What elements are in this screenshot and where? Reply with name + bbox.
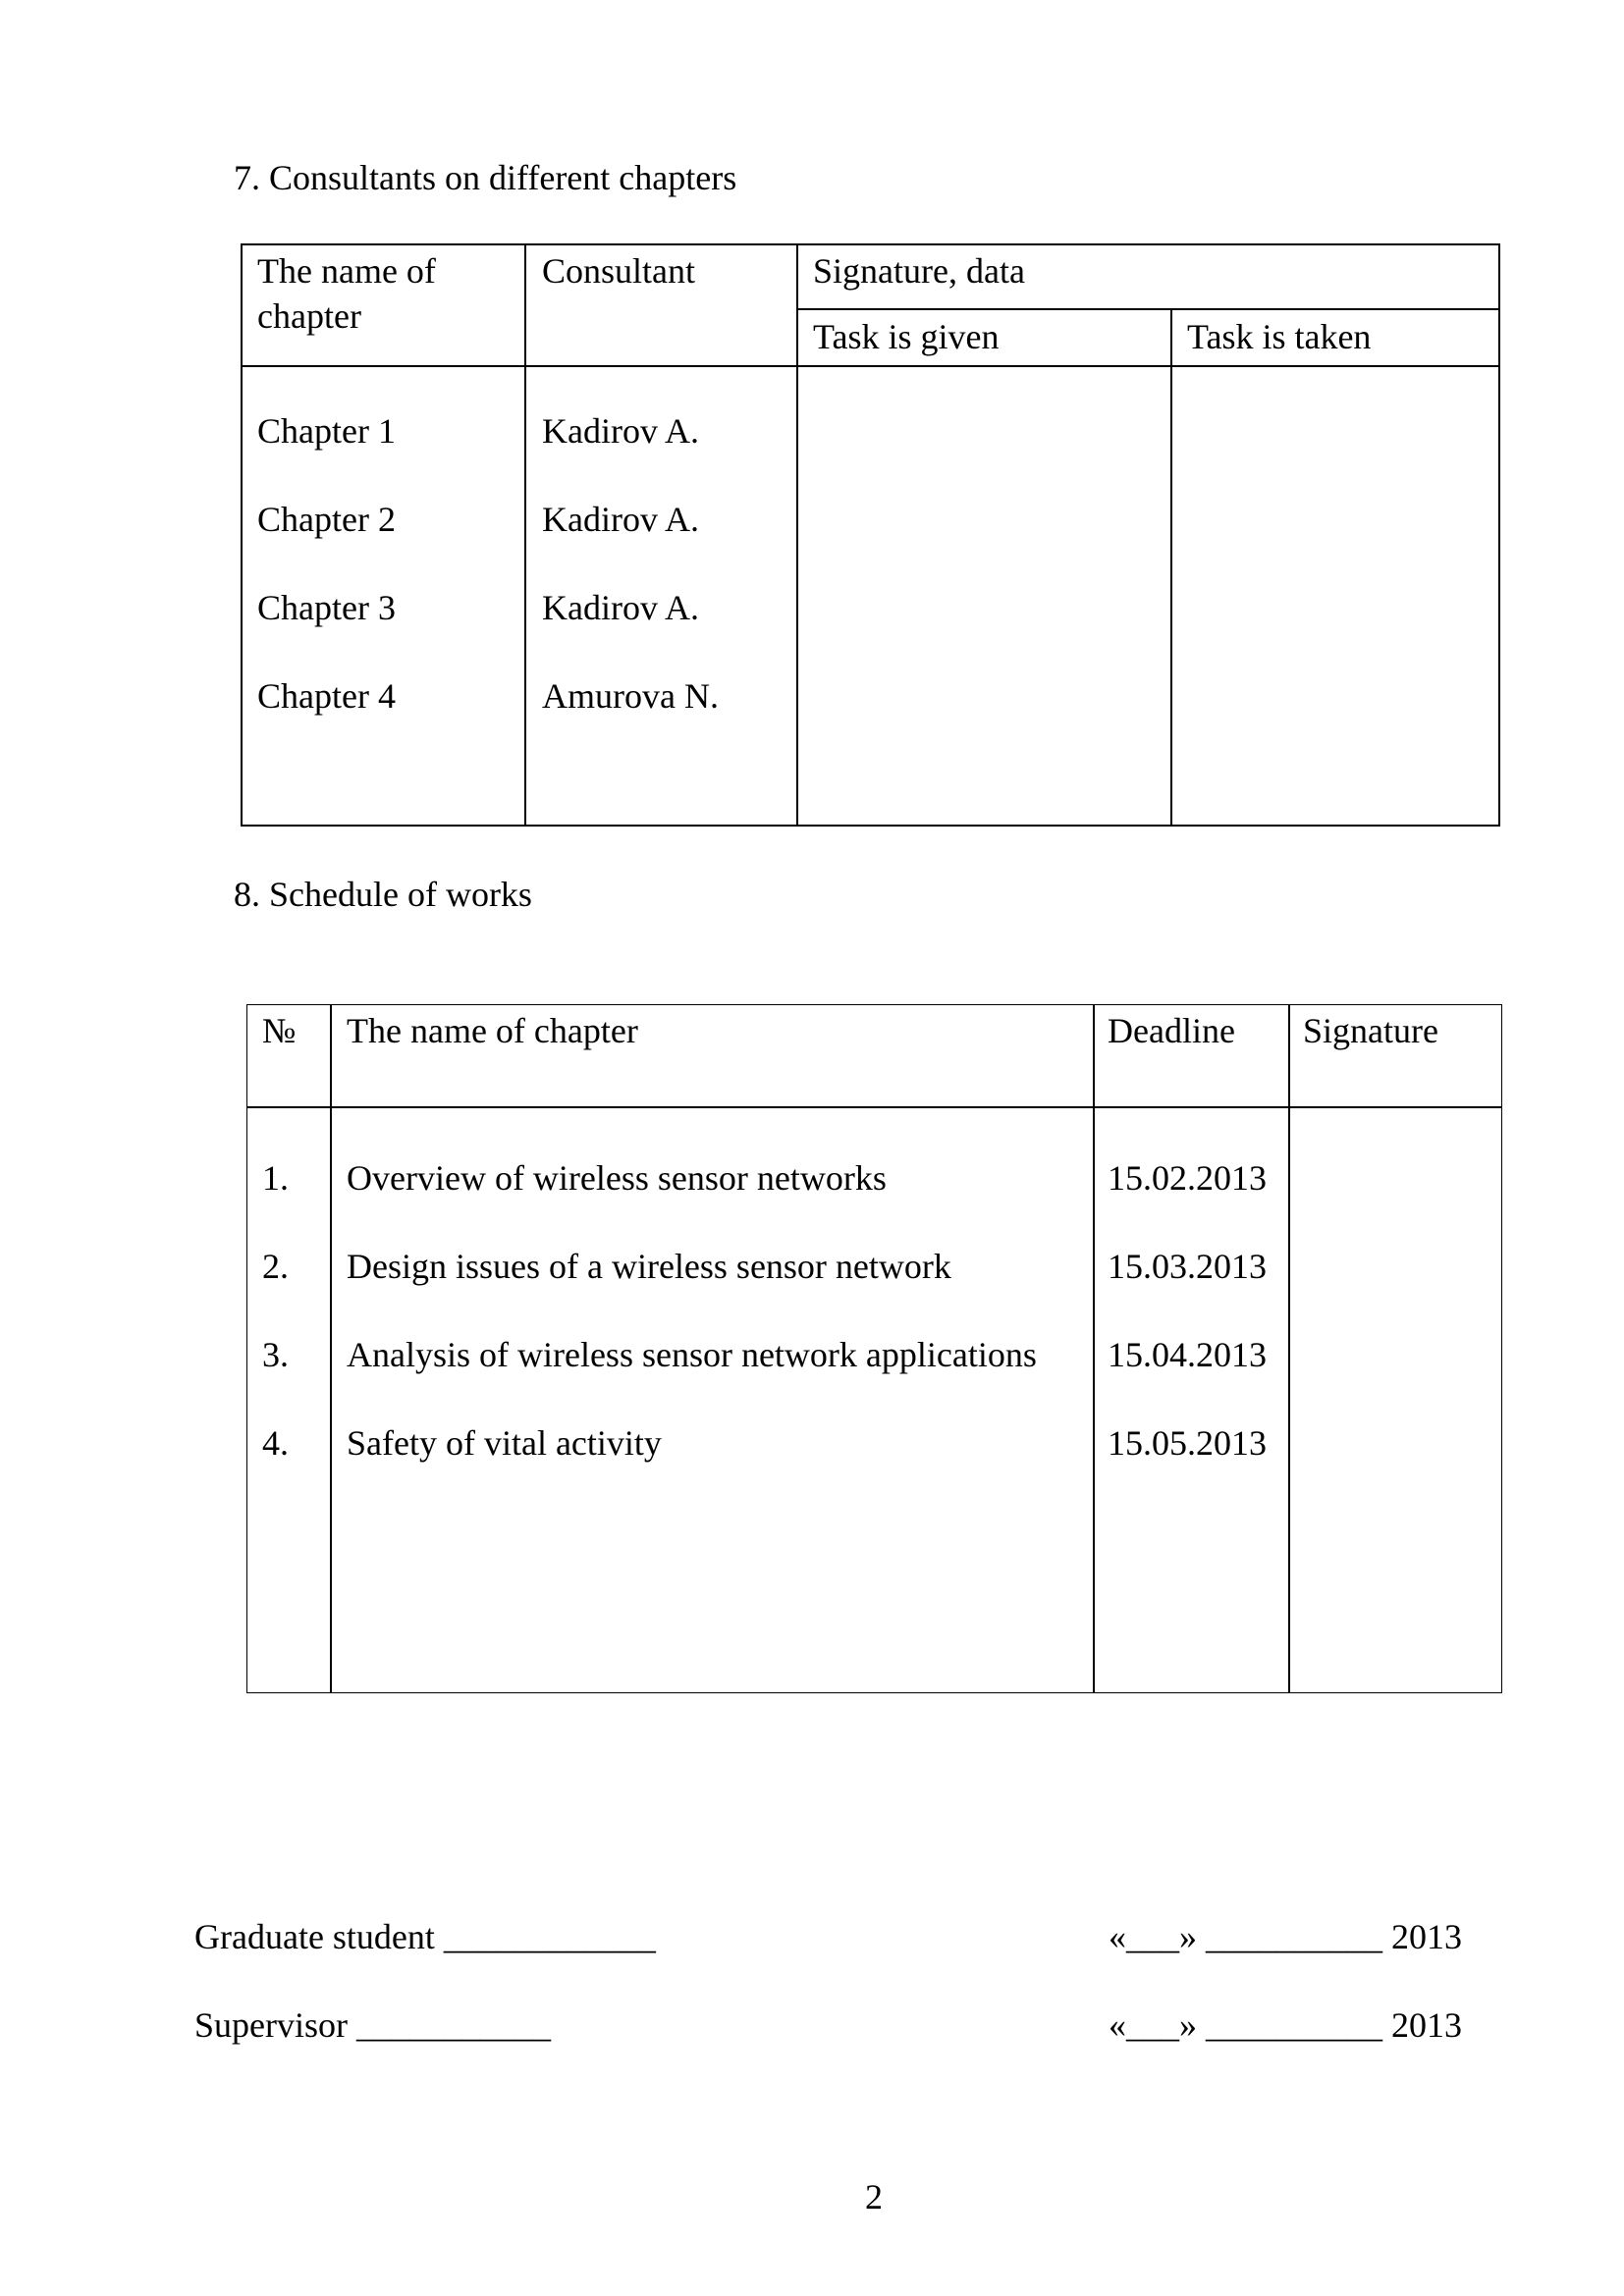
- table-row-number: 1.: [262, 1158, 289, 1198]
- column-divider: [796, 243, 798, 827]
- table-row-consultant: Amurova N.: [542, 676, 719, 716]
- row-divider: [796, 308, 1500, 310]
- table-row-name: Safety of vital activity: [347, 1423, 662, 1463]
- header-chapter-name: The name of chapter: [257, 251, 436, 336]
- table-row-consultant: Kadirov A.: [542, 500, 699, 539]
- page-number: 2: [865, 2177, 883, 2216]
- table-row-deadline: 15.04.2013: [1108, 1335, 1267, 1374]
- table-row-deadline: 15.05.2013: [1108, 1423, 1267, 1463]
- table-row-number: 4.: [262, 1423, 289, 1463]
- table-row-name: Overview of wireless sensor networks: [347, 1158, 887, 1198]
- header-task-given: Task is given: [813, 317, 1000, 356]
- table-row-chapter: Chapter 3: [257, 588, 396, 627]
- table-row-name: Analysis of wireless sensor network applications: [347, 1335, 1037, 1374]
- table-row-chapter: Chapter 4: [257, 676, 396, 716]
- supervisor-date: «___» __________ 2013: [1109, 2005, 1462, 2045]
- table-row-chapter: Chapter 2: [257, 500, 396, 539]
- header-number: №: [262, 1011, 297, 1050]
- table-row-number: 3.: [262, 1335, 289, 1374]
- column-divider: [1170, 308, 1172, 827]
- section-8-heading: 8. Schedule of works: [234, 875, 532, 914]
- table-row-chapter: Chapter 1: [257, 411, 396, 451]
- graduate-student-date: «___» __________ 2013: [1109, 1917, 1462, 1956]
- header-chapter-name: The name of chapter: [347, 1011, 638, 1050]
- section-7-heading: 7. Consultants on different chapters: [234, 158, 737, 197]
- table-row-deadline: 15.02.2013: [1108, 1158, 1267, 1198]
- consultants-table: [241, 243, 1500, 827]
- header-consultant: Consultant: [542, 251, 696, 291]
- column-divider: [524, 243, 526, 827]
- header-divider: [246, 1106, 1502, 1108]
- header-signature: Signature: [1303, 1011, 1438, 1050]
- header-divider: [241, 365, 1500, 367]
- supervisor-signature: Supervisor ___________: [194, 2005, 551, 2045]
- header-signature-data: Signature, data: [813, 251, 1025, 291]
- table-row-number: 2.: [262, 1247, 289, 1286]
- header-task-taken: Task is taken: [1187, 317, 1372, 356]
- table-row-consultant: Kadirov A.: [542, 411, 699, 451]
- table-row-name: Design issues of a wireless sensor network: [347, 1247, 951, 1286]
- table-row-deadline: 15.03.2013: [1108, 1247, 1267, 1286]
- schedule-table: [246, 1004, 1502, 1693]
- graduate-student-signature: Graduate student ____________: [194, 1917, 656, 1956]
- header-deadline: Deadline: [1108, 1011, 1235, 1050]
- table-row-consultant: Kadirov A.: [542, 588, 699, 627]
